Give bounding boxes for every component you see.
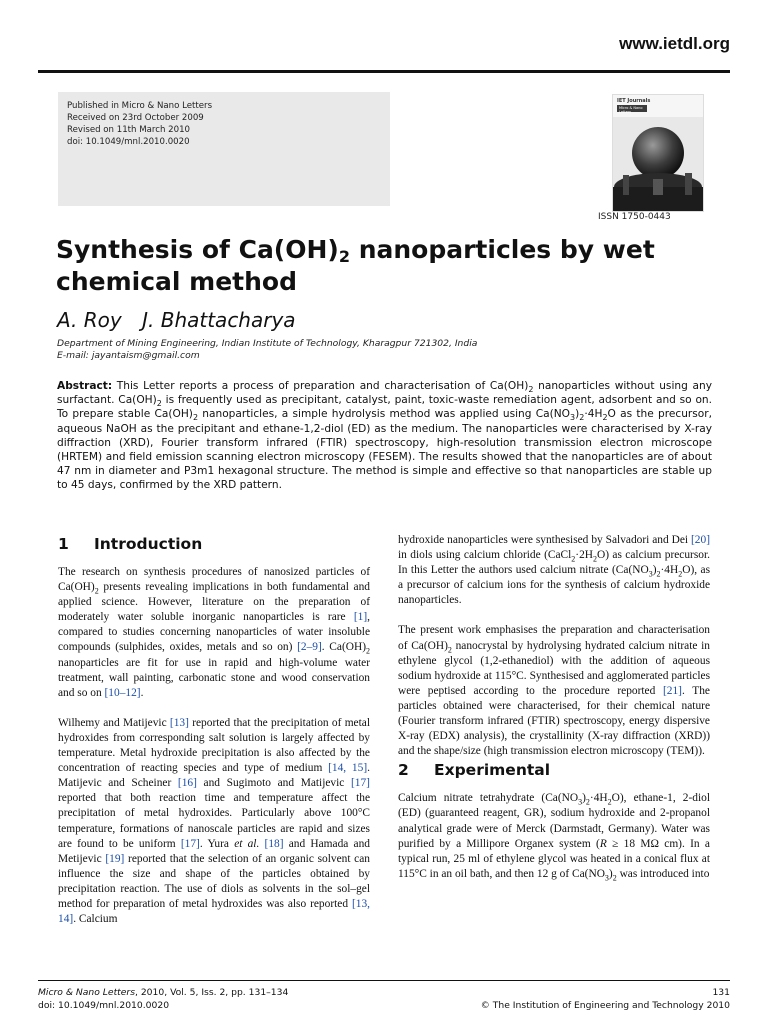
citation-link[interactable]: [17] xyxy=(351,777,370,790)
affiliation xyxy=(57,338,477,362)
journal-cover-image xyxy=(612,94,704,212)
citation-link[interactable]: [20] xyxy=(691,534,710,546)
footer-doi[interactable]: doi: 10.1049/mnl.2010.0020 xyxy=(38,1000,170,1011)
revised-date: Revised on 11th March 2010 xyxy=(67,125,191,135)
published-in: Published in Micro & Nano Letters xyxy=(67,101,213,111)
section-title: Experimental xyxy=(434,761,551,780)
title-part1: Synthesis of Ca(OH) xyxy=(56,235,339,264)
left-column xyxy=(58,533,370,927)
intro-paragraph-2: Wilhemy and Matijevic [13] reported that the precipitation of metal hydroxides from corresponding salt solution is largely affected by temperature. Metal hydroxide precipitation is also affected by the concentration of reacting species and type of medium [14, 15]. Matijevic and Scheiner [16] and Sugimoto and Matijevic [17] reported that both reaction time and temperature affect the precipitation of metal hydroxides. Particularly above 100°C temperature, formations of nanoscale particles are rapid and sizes are found to be uniform [17]. Yura et al. [18] and Hamada and Metijevic [19] reported that the selection of an organic solvent can influence the size and shape of the particles obtained by precipitation reaction. The use of diols as solvents in the sol–gel method for preparation of metal hydroxides was also reported [13, 14]. Calcium xyxy=(58,716,370,926)
citation-link[interactable]: [19] xyxy=(105,852,125,865)
right-column xyxy=(398,533,710,882)
page-number: 131 xyxy=(712,987,730,998)
citation-link[interactable]: [17] xyxy=(180,837,200,850)
department-line: Department of Mining Engineering, Indian Institute of Technology, Kharagpur 721302, India xyxy=(57,338,478,349)
citation-link[interactable]: [21] xyxy=(662,684,682,697)
citation-link[interactable]: [10–12] xyxy=(104,686,141,699)
experimental-paragraph-1: Calcium nitrate tetrahydrate $(Ca(NO_3)_2\cdot 4H_2O)$, ethane-1, 2-diol (ED) (guaranteed reagent, GR), sodium hydroxide and 2-propanol analytical grade were of Merck (Darmstadt, Germany). Water was purified by a Millipore Organex system (R ≥ 18 MΩ cm). In a typical run, 25 ml of ethylene glycol was heated in a conical flux at 115°C in an oil bath, and then 12 g of $Ca(NO_3)_2$ was introduced into xyxy=(398,792,710,883)
footer-rule xyxy=(38,980,730,981)
cover-series-band xyxy=(617,105,647,112)
citation-link[interactable]: [13, 14] xyxy=(58,897,370,926)
intro-paragraph-1: The research on synthesis procedures of nanosized particles of $Ca(OH)_2$ presents revealing implications in both fundamental and applied science. However, literature on the preparation of moderately water soluble inorganic nanoparticles is rare [1], compared to studies concerning nanoparticles of water insoluble compounds (sulphides, oxides, metals and so on) [2–9]. $Ca(OH)_2$ nanoparticles are fit for use in rapid and high-volume water treatment, wall painting, carbonatic stone and wood conservation and so on [10–12]. xyxy=(58,566,370,699)
author-name: A. Roy xyxy=(57,308,122,332)
title-part2: nanoparticles by wet chemical method xyxy=(56,235,655,296)
section-heading-introduction xyxy=(58,533,370,555)
header-rule xyxy=(38,70,730,73)
section-number: 1 xyxy=(58,535,69,553)
intro-paragraph-3: hydroxide nanoparticles were synthesised by Salvadori and Dei [20] in diols using calcium chloride $(CaCl_2\cdot 2H_2O)$ as calcium precursor. In this Letter the authors used calcium nitrate $(Ca(NO_3)_2\cdot 4H_2O)$, as a precursor of calcium ions for the synthesis of calcium hydroxide nanoparticles. xyxy=(398,534,710,607)
author-name: J. Bhattacharya xyxy=(142,308,296,332)
intro-paragraph-4: The present work emphasises the preparation and characterisation of $Ca(OH)_2$ nanocrystal by hydrolysing hydrated calcium nitrate in ethylene glycol (1,2-ethanediol) with the addition of aqueous sodium hydroxide at 115°C. Synthesised and agglomerated particles were peptised according to the procedure reported [21]. The particles obtained were characterised, for their chemical nature (Fourier transform infrared (FTIR) spectroscopy, energy dispersive X-ray (EDX) analysis), the crystallinity (X-ray diffraction (XRD)) and the shape/size (high transmission electron microscopy (TEM)). xyxy=(398,624,710,758)
author-list xyxy=(57,308,310,332)
section-heading-experimental xyxy=(398,759,710,781)
section-number: 2 xyxy=(398,761,409,780)
abstract: Abstract: This Letter reports a process of preparation and characterisation of $Ca(OH)_2$ nanoparticles without using any surfactant. $Ca(OH)_2$ is frequently used as precipitant, catalyst, paint, toxic-waste remediation agent, adsorbent and so on. To prepare stable $Ca(OH)_2$ nanoparticles, a simple hydrolysis method was applied using $Ca(NO_3)_2\cdot 4H_2O$ as the precursor, aqueous NaOH as the precipitant and ethane-1,2-diol (ED) as the medium. The nanoparticles were characterised by X-ray diffraction (XRD), Fourier transform infrared (FTIR) spectroscopy, high-resolution transmission electron microscope (HRTEM) and field emission scanning electron microscopy (FESEM). The results showed that the nanoparticles are of about 47 nm in diameter and P3m1 hexagonal structure. The method is simple and effective so that nanoparticles are stable up to 45 days, confirmed by the XRD pattern. xyxy=(57,380,713,492)
footer-right xyxy=(481,986,730,1012)
citation-link[interactable]: [1] xyxy=(353,611,368,624)
title-subscript: 2 xyxy=(338,247,350,266)
cover-brand: IET Journals xyxy=(617,98,651,104)
site-url-link[interactable]: www.ietdl.org xyxy=(619,34,730,53)
citation-link[interactable]: [13] xyxy=(169,716,189,729)
issn: ISSN 1750-0443 xyxy=(598,212,671,222)
footer-volume: , 2010, Vol. 5, Iss. 2, pp. 131–134 xyxy=(135,987,289,998)
citation-link[interactable]: [16] xyxy=(177,777,197,790)
citation-link[interactable]: [2–9] xyxy=(297,641,322,654)
cover-series: Micro & Nano Letters xyxy=(619,106,643,114)
article-title xyxy=(56,234,716,298)
section-title: Introduction xyxy=(94,535,203,553)
footer-journal: Micro & Nano Letters xyxy=(38,987,135,998)
email-line[interactable]: E-mail: jayantaism@gmail.com xyxy=(57,350,200,361)
publication-info-box xyxy=(58,92,390,206)
received-date: Received on 23rd October 2009 xyxy=(67,113,204,123)
abstract-label: Abstract: xyxy=(57,380,113,392)
citation-link[interactable]: [18] xyxy=(264,837,284,850)
footer-citation xyxy=(38,986,288,1012)
citation-link[interactable]: [14, 15] xyxy=(328,762,368,775)
cover-sphere-illustration xyxy=(613,117,703,211)
copyright: © The Institution of Engineering and Technology 2010 xyxy=(480,1000,730,1011)
doi-line[interactable]: doi: 10.1049/mnl.2010.0020 xyxy=(67,137,190,147)
